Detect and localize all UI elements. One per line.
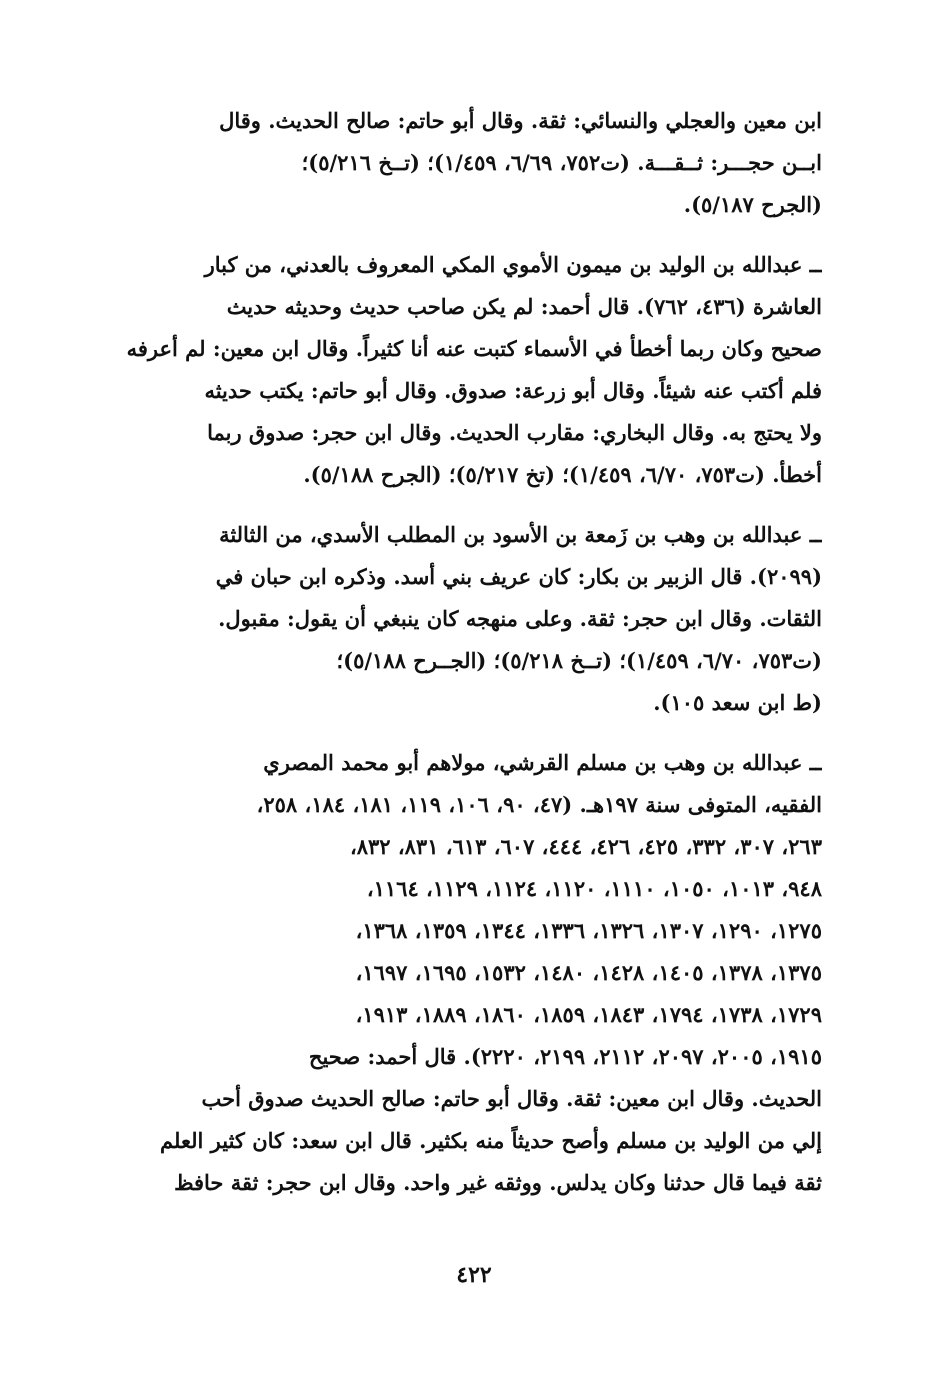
text-line: ١٢٧٥، ١٢٩٠، ١٣٠٧، ١٣٢٦، ١٣٣٦، ١٣٤٤، ١٣٥٩، ١٣٦٨، xyxy=(355,918,822,943)
page-number: ٤٢٢ xyxy=(456,1262,492,1288)
text-line: العاشرة (٤٣٦، ٧٦٢). قال أحمد: لم يكن صاحب حديث وحديثه حديث xyxy=(226,294,822,319)
text-line: (ط ابن سعد ١٠٥). xyxy=(653,690,822,715)
text-line: (الجرح ٥/١٨٧). xyxy=(683,192,822,217)
text-line: أخطأ. (ت٧٥٣، ٦/٧٠، ١/٤٥٩)؛ (تخ ٥/٢١٧)؛ (الجرح ٥/١٨٨). xyxy=(303,462,822,487)
text-line: ١٧٢٩، ١٧٣٨، ١٧٩٤، ١٨٤٣، ١٨٥٩، ١٨٦٠، ١٨٨٩، ١٩١٣، xyxy=(355,1002,822,1027)
text-line: صحيح وكان ربما أخطأ في الأسماء كتبت عنه أنا كثيراً. وقال ابن معين: لم أعرفه xyxy=(126,336,822,361)
text-line: ابن معين والعجلي والنسائي: ثقة. وقال أبو حاتم: صالح الحديث. وقال xyxy=(219,108,822,133)
text-line: ــ عبدالله بن الوليد بن ميمون الأموي المكي المعروف بالعدني، من كبار xyxy=(204,252,822,277)
text-line: الحديث. وقال ابن معين: ثقة. وقال أبو حاتم: صالح الحديث صدوق أحب xyxy=(201,1086,822,1111)
entry-1 xyxy=(124,100,822,226)
text-line: الثقات. وقال ابن حجر: ثقة. وعلى منهجه كان ينبغي أن يقول: مقبول. xyxy=(218,606,822,631)
text-line: الفقيه، المتوفى سنة ١٩٧هـ. (٤٧، ٩٠، ١٠٦، ١١٩، ١٨١، ١٨٤، ٢٥٨، xyxy=(256,792,822,817)
entry-2 xyxy=(124,244,822,496)
text-line: (ت٧٥٣، ٦/٧٠، ١/٤٥٩)؛ (تــخ ٥/٢١٨)؛ (الجــرح ٥/١٨٨)؛ xyxy=(336,648,822,673)
text-line: ولا يحتج به. وقال البخاري: مقارب الحديث. وقال ابن حجر: صدوق ربما xyxy=(207,420,822,445)
entry-3 xyxy=(124,514,822,724)
text-line: ــ عبدالله بن وهب بن زَمعة بن الأسود بن المطلب الأسدي، من الثالثة xyxy=(219,522,822,547)
entry-4 xyxy=(124,742,822,1204)
text-line: (٢٠٩٩). قال الزبير بن بكار: كان عريف بني أسد. وذكره ابن حبان في xyxy=(215,564,822,589)
text-line: ثقة فيما قال حدثنا وكان يدلس. ووثقه غير واحد. وقال ابن حجر: ثقة حافظ xyxy=(174,1170,822,1195)
text-line: ٩٤٨، ١٠١٣، ١٠٥٠، ١١١٠، ١١٢٠، ١١٢٤، ١١٢٩، ١١٦٤، xyxy=(366,876,822,901)
main-text xyxy=(124,100,822,1222)
text-line: ١٩١٥، ٢٠٠٥، ٢٠٩٧، ٢١١٢، ٢١٩٩، ٢٢٢٠). قال أحمد: صحيح xyxy=(308,1044,822,1069)
text-line: فلم أكتب عنه شيئاً. وقال أبو زرعة: صدوق. وقال أبو حاتم: يكتب حديثه xyxy=(204,378,822,403)
text-line: ٢٦٣، ٣٠٧، ٣٣٢، ٤٢٥، ٤٢٦، ٤٤٤، ٦٠٧، ٦١٣، ٨٣١، ٨٣٢، xyxy=(349,834,822,859)
text-line: ١٣٧٥، ١٣٧٨، ١٤٠٥، ١٤٢٨، ١٤٨٠، ١٥٣٢، ١٦٩٥، ١٦٩٧، xyxy=(355,960,822,985)
text-line: ابــن حجـــر: ثــقـــة. (ت٧٥٢، ٦/٦٩، ١/٤٥٩)؛ (تــخ ٥/٢١٦)؛ xyxy=(301,150,822,175)
text-line: إلي من الوليد بن مسلم وأصح حديثاً منه بكثير. قال ابن سعد: كان كثير العلم xyxy=(160,1128,822,1153)
text-line: ــ عبدالله بن وهب بن مسلم القرشي، مولاهم أبو محمد المصري xyxy=(263,750,822,775)
